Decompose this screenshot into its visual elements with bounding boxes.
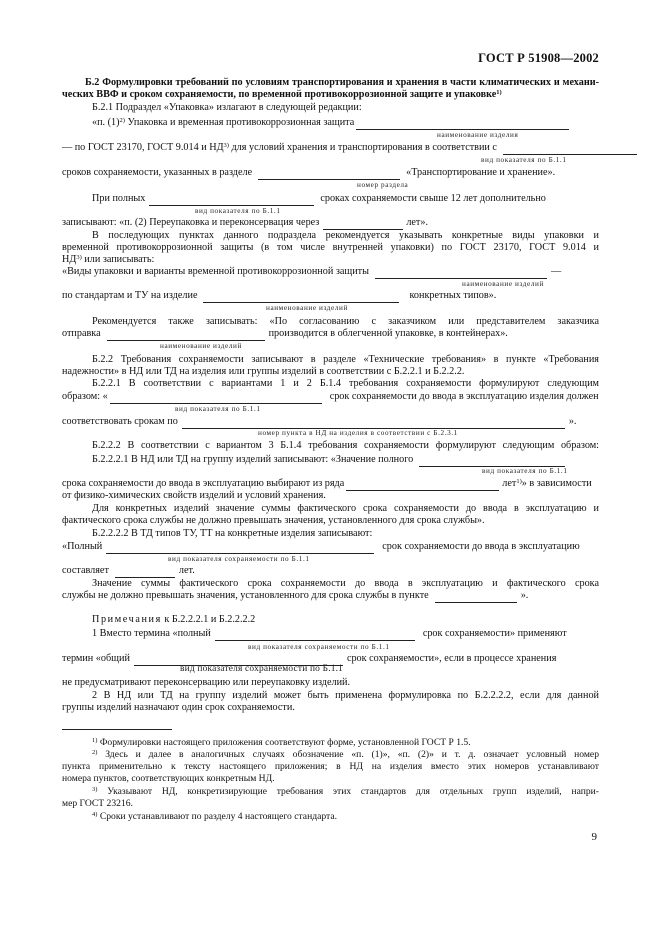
footnote-continuation: пункта применительно к тексту настоящего приложения; в НД на изделия вместо этих номеров устанавливают bbox=[62, 761, 599, 772]
blank-field bbox=[182, 416, 565, 429]
text: сроков сохраняемости, указанных в разделе bbox=[62, 167, 253, 178]
paragraph bbox=[62, 254, 599, 266]
footnote-mark: 1) bbox=[92, 737, 98, 744]
text: составляет bbox=[62, 565, 109, 576]
blank-field bbox=[106, 541, 374, 554]
blank-caption: номер раздела bbox=[357, 181, 409, 189]
text: срок сохраняемости», если в процессе хранения bbox=[346, 653, 557, 664]
text: срок сохраняемости» применяют bbox=[422, 628, 567, 639]
blank-caption: наименование изделий bbox=[160, 342, 242, 350]
blank-field bbox=[115, 565, 175, 578]
heading-text: ческих ВВФ и сроком сохраняемости, по временной противокоррозионной защите и упаковке bbox=[62, 89, 497, 100]
text: При полных bbox=[92, 193, 146, 204]
blank-field bbox=[149, 193, 314, 206]
footnote-text: Указывают НД, конкретизирующие требования этих стандартов для отдельных групп изделий, напри- bbox=[97, 786, 599, 797]
paragraph: надежности» в НД или ТД на изделия или группы изделий в соответствии с Б.2.2.1 и Б.2.2.2. bbox=[62, 366, 465, 377]
blank-caption: вид показателя по Б.1.1 bbox=[482, 467, 568, 475]
blank-field bbox=[203, 290, 399, 303]
text: ». bbox=[520, 590, 529, 601]
text: лет». bbox=[406, 217, 429, 228]
blank-field bbox=[419, 454, 565, 467]
note-paragraph: группы изделий назначают один срок сохраняемости. bbox=[62, 702, 295, 713]
notes-label: Примечания bbox=[92, 614, 162, 625]
footnote-text: Здесь и далее в аналогичных случаях обозначение «п. (1)», «п. (2)» и т. д. означает условный номер bbox=[97, 749, 599, 760]
footnote bbox=[92, 811, 629, 822]
paragraph: В последующих пунктах данного подраздела рекомендуется указывать конкретные виды упаковки и bbox=[92, 230, 599, 241]
text: по стандартам и ТУ на изделие bbox=[62, 290, 198, 301]
paragraph: Б.2.2.1 В соответствии с вариантами 1 и 2 Б.1.4 требования сохраняемости формулируют следующим bbox=[92, 378, 599, 389]
paragraph: Б.2.2 Требования сохраняемости записывают в разделе «Технические требования» в пункте «Требования bbox=[92, 354, 599, 365]
text: — по ГОСТ 23170, ГОСТ 9.014 и НД bbox=[62, 142, 224, 153]
text: лет bbox=[502, 478, 517, 489]
footnote-continuation: мер ГОСТ 23216. bbox=[62, 798, 133, 809]
paragraph bbox=[62, 416, 599, 429]
paragraph bbox=[62, 266, 599, 279]
paragraph: Для конкретных изделий значение суммы фактического срока сохраняемости до ввода в эксплуатацию и bbox=[92, 503, 599, 514]
blank-caption: наименование изделий bbox=[462, 280, 544, 288]
blank-caption: наименование изделий bbox=[266, 304, 348, 312]
text: — bbox=[550, 266, 562, 277]
blank-caption: номер пункта в НД на изделия в соответствии с Б.2.3.1 bbox=[258, 429, 458, 437]
blank-caption: вид показателя по Б.1.1 bbox=[175, 405, 261, 413]
text: термин «общий bbox=[62, 653, 130, 664]
paragraph bbox=[92, 454, 629, 467]
section-heading-line-1: Б.2 Формулировки требований по условиям транспортирования и хранения в части климатических и механи- bbox=[85, 77, 599, 88]
paragraph: Рекомендуется также записывать: «По согласованию с заказчиком или представителем заказчика bbox=[92, 316, 599, 327]
footnote-ref: 2) bbox=[119, 117, 125, 124]
footnote-continuation: номера пунктов, соответствующих конкретным НД. bbox=[62, 773, 275, 784]
page-number: 9 bbox=[591, 831, 597, 843]
blank-field bbox=[107, 328, 265, 341]
note-paragraph: 2 В НД или ТД на группу изделий может быть применена формулировка по Б.2.2.2.2, если для данной bbox=[92, 690, 599, 701]
paragraph bbox=[62, 167, 599, 180]
text: Б.2.2.2.1 В НД или ТД на группу изделий записывают: «Значение полного bbox=[92, 454, 414, 465]
text: или записывать: bbox=[81, 254, 155, 265]
footnote-separator bbox=[62, 729, 172, 730]
paragraph bbox=[62, 328, 599, 341]
text: ». bbox=[568, 416, 577, 427]
text: НД bbox=[62, 254, 77, 265]
text: » в зависимости bbox=[521, 478, 592, 489]
footnote-ref: 1) bbox=[496, 89, 502, 96]
footnote-ref: 3) bbox=[76, 254, 82, 261]
text: Упаковка и временная противокоррозионная защита bbox=[124, 117, 355, 128]
footnote-text: Сроки устанавливают по разделу 4 настоящего стандарта. bbox=[97, 811, 337, 822]
paragraph bbox=[62, 217, 599, 230]
text: службы не должно превышать значения, установленного для срока службы в пункте bbox=[62, 590, 429, 601]
footnote-mark: 3) bbox=[92, 786, 98, 793]
text: срока сохраняемости до ввода в эксплуатацию выбирают из ряда bbox=[62, 478, 345, 489]
footnote-mark: 4) bbox=[92, 811, 98, 818]
text: «п. (1) bbox=[92, 117, 120, 128]
notes-reference: к Б.2.2.2.1 и Б.2.2.2.2 bbox=[161, 614, 256, 625]
blank-caption: вид показателя сохраняемости по Б.1.1 bbox=[180, 664, 344, 674]
paragraph bbox=[62, 391, 599, 404]
text: срок сохраняемости до ввода в эксплуатацию bbox=[382, 541, 580, 552]
footnote bbox=[92, 786, 599, 797]
paragraph: Б.2.2.2.2 В ТД типов ТУ, ТТ на конкретные изделия записывают: bbox=[92, 528, 373, 539]
blank-caption: вид показателя по Б.1.1 bbox=[481, 156, 567, 164]
standard-id-header: ГОСТ Р 51908—2002 bbox=[478, 51, 599, 65]
text: лет. bbox=[178, 565, 195, 576]
paragraph: Б.2.1 Подраздел «Упаковка» излагают в следующей редакции: bbox=[92, 102, 362, 113]
text: соответствовать срокам по bbox=[62, 416, 178, 427]
blank-field bbox=[435, 590, 517, 603]
paragraph bbox=[62, 565, 599, 578]
footnote bbox=[92, 737, 629, 748]
text: «Полный bbox=[62, 541, 103, 552]
note-paragraph: не предусматривают переконсервацию или переупаковку изделий. bbox=[62, 677, 351, 688]
paragraph: Значение суммы фактического срока сохраняемости до ввода в эксплуатацию и фактического срока bbox=[92, 578, 599, 589]
text: образом: « bbox=[62, 391, 108, 402]
blank-caption: вид показателя по Б.1.1 bbox=[195, 207, 281, 215]
blank-field bbox=[215, 628, 415, 641]
footnote-text: Формулировки настоящего приложения соответствуют форме, установленной ГОСТ Р 1.5. bbox=[97, 737, 471, 748]
blank-field bbox=[503, 142, 637, 155]
blank-field bbox=[323, 217, 403, 230]
blank-caption: наименование изделия bbox=[437, 131, 519, 139]
paragraph bbox=[62, 590, 599, 603]
footnote bbox=[92, 749, 599, 760]
text: конкретных типов». bbox=[409, 290, 497, 301]
blank-field bbox=[258, 167, 400, 180]
paragraph bbox=[62, 290, 599, 303]
text: сроках сохраняемости свыше 12 лет дополнительно bbox=[320, 193, 546, 204]
text: «Виды упаковки и варианты временной противокоррозионной защиты bbox=[62, 266, 369, 277]
text: отправка bbox=[62, 328, 101, 339]
footnote-ref: 3) bbox=[223, 142, 229, 149]
notes-heading bbox=[92, 614, 629, 626]
footnote-ref: 1) bbox=[516, 478, 522, 485]
paragraph bbox=[92, 193, 629, 206]
note-paragraph bbox=[92, 628, 629, 641]
text: для условий хранения и транспортирования в соответствии с bbox=[228, 142, 497, 153]
blank-field bbox=[356, 117, 569, 130]
blank-caption: вид показателя сохраняемости по Б.1.1 bbox=[168, 555, 310, 563]
text: производится в облегченной упаковке, в контейнерах». bbox=[268, 328, 508, 339]
footnote-mark: 2) bbox=[92, 749, 98, 756]
text: «Транспортирование и хранение». bbox=[406, 167, 556, 178]
paragraph: фактического срока службы не должно превышать значения, установленного для срока службы». bbox=[62, 515, 485, 526]
blank-field bbox=[375, 266, 547, 279]
blank-caption: вид показателя сохраняемости по Б.1.1 bbox=[248, 643, 390, 651]
paragraph: временной противокоррозионной защиты (в том числе внутренней упаковки) по ГОСТ 23170, ГОСТ 9.014 и bbox=[62, 242, 599, 253]
text: записывают: «п. (2) Переупаковка и переконсервация через bbox=[62, 217, 320, 228]
blank-field bbox=[110, 391, 322, 404]
text: 1 Вместо термина «полный bbox=[92, 628, 211, 639]
paragraph: от физико-химических свойств изделий и условий хранения. bbox=[62, 490, 326, 501]
paragraph bbox=[62, 541, 599, 554]
section-heading-line-2 bbox=[62, 89, 599, 101]
paragraph bbox=[92, 117, 629, 130]
paragraph bbox=[62, 142, 599, 155]
text: срок сохраняемости до ввода в эксплуатацию изделия должен bbox=[329, 391, 599, 402]
paragraph: Б.2.2.2 В соответствии с вариантом 3 Б.1.4 требования сохраняемости формулируют следующим образом: bbox=[92, 440, 599, 451]
